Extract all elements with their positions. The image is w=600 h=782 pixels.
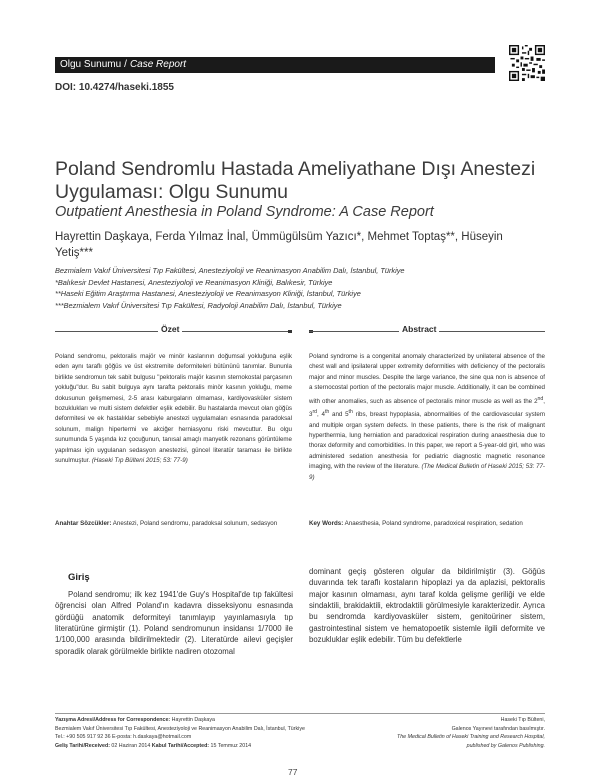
ordinal-suffix: th	[348, 409, 353, 416]
accepted-label: Kabul Tarihi/Accepted:	[151, 742, 210, 749]
affiliation-item: ***Bezmialem Vakıf Üniversitesi Tıp Fakültesi, Radyoloji Anabilim Dalı, İstanbul, Türkiye	[55, 300, 342, 310]
abstract-text: , 4	[317, 411, 325, 419]
abstract-keywords-label: Key Words:	[309, 520, 344, 527]
ozet-body	[55, 352, 292, 466]
ozet-keywords	[55, 519, 292, 529]
accepted-date: 15 Temmuz 2014	[209, 742, 252, 749]
article-title-english: Outpatient Anesthesia in Poland Syndrome: A Case Report	[55, 204, 434, 220]
abstract-text: Poland syndrome is a congenital anomaly characterized by unilateral absence of the chest wall and ipsilateral upper extremity deformities with deficiency of the pectoralis major and minor muscles. Despite the large variance, the sine qua non is absence of a sternocostal portion of the pectoralis major muscle. Additionally, it can be combined with other anomalies, such as absence of pectoralis minor muscle as well as the 2	[309, 353, 545, 405]
ordinal-suffix: rd	[312, 409, 318, 416]
affiliation-item: *Balıkesir Devlet Hastanesi, Anesteziyoloji ve Reanimasyon Kliniği, Balıkesir, Türkiye	[55, 277, 333, 287]
affiliation-item: **Haseki Eğitim Araştırma Hastanesi, Anesteziyoloji ve Reanimasyon Kliniği, İstanbul, Türkiye	[55, 289, 361, 298]
footer-divider	[55, 713, 545, 714]
author-list: Hayrettin Daşkaya, Ferda Yılmaz İnal, Ümmügülsüm Yazıcı*, Mehmet Toptaş**, Hüseyin Yetiş***	[55, 231, 503, 259]
giris-column-1: Poland sendromu; ilk kez 1941'de Guy's Hospital'de tıp fakültesi öğrencisi olan Alfred Poland'ın kadavra disseksiyonu esnasında gördüğü anatomik deformiteyi tanımlayıp yayınlamasıyla tıp literatürüne girmiştir (1). Poland sendromunun insidansı 1/7000 ile 1/100,000 arasında bildirilmektedir (2). Literatürde ailevi geçişler sporadik olarak görülmekle birlikte nadiren otozomal	[55, 590, 293, 656]
page-number: 77	[288, 767, 298, 777]
correspondence-address: Bezmialem Vakıf Üniversitesi Tıp Fakültesi, Anesteziyoloji ve Reanimasyon Anabilim Dalı, İstanbul, Türkiye	[55, 725, 305, 732]
abstract-heading-rule	[309, 324, 545, 338]
ozet-keywords-text: Anestezi, Poland sendromu, paradoksal solunum, sedasyon	[112, 520, 278, 527]
abstract-heading: Abstract	[399, 324, 439, 334]
giris-column-2: dominant geçiş gösteren olgular da bildirilmiştir (3). Göğüs duvarında tek taraflı kostaların hipoplazi ya da aplazisi, pektoralis major kasının olmaması, aynı taraf kolda gelişme geriliği ve elde sindaktili, brakidaktili, ektrodaktili görülmesiyle karakterizedir. Ayrıca bu sendromda kardiyovasküler sistem, genitoüriner sistem, gastrointestinal sistem ve hematopoetik sistemle ilgili deformite ve bozukluklar eşlik edebilir. Tüm bu defektlerle	[309, 567, 545, 645]
correspondence-block	[55, 716, 355, 750]
ordinal-suffix: nd	[537, 395, 544, 402]
publisher-line: Galenos Yayınevi tarafından basılmıştır.	[451, 725, 545, 732]
abstract-keywords-text: Anaesthesia, Poland syndrome, paradoxical respiration, sedation	[344, 520, 523, 527]
publisher-line: The Medical Bulletin of Haseki Training and Research Hospital,	[397, 734, 545, 741]
correspondence-label: Yazışma Adresi/Address for Correspondence:	[55, 717, 171, 723]
ozet-citation: (Haseki Tıp Bülteni 2015; 53: 77-9)	[91, 457, 188, 465]
ordinal-suffix: th	[324, 409, 330, 416]
qr-code-icon	[509, 45, 545, 81]
ozet-keywords-label: Anahtar Sözcükler:	[55, 520, 112, 527]
doi-label: DOI: 10.4274/haseki.1855	[55, 82, 174, 93]
ozet-heading-rule	[55, 324, 292, 338]
ozet-heading: Özet	[158, 324, 182, 334]
article-title-turkish: Poland Sendromlu Hastada Ameliyathane Dışı Anestezi Uygulaması: Olgu Sunumu	[55, 158, 536, 203]
abstract-text: ribs, breast hypoplasia, abnormalities of the cardiovascular system and multiple organ system defects. In these patients, there is the risk of malignant hyperthermia, lung herniation and paradoxical respiration during anaesthesia due to thorax deformity and comorbidities. In this paper, we report a 5-year-old girl, who was administered sedation anesthesia for pediatric diagnostic magnetic resonance imaging, with the review of the literature.	[309, 411, 545, 471]
journal-section-bar	[55, 57, 495, 73]
received-label: Geliş Tarihi/Received:	[55, 742, 110, 749]
publisher-block	[330, 716, 545, 750]
section-category-en: Case Report	[129, 59, 187, 70]
affiliation-item: Bezmialem Vakıf Üniversitesi Tıp Fakültesi, Anesteziyoloji ve Reanimasyon Anabilim Dalı, İstanbul, Türkiye	[55, 266, 405, 275]
publisher-line: published by Galenos Publishing.	[466, 742, 545, 749]
correspondence-name: Hayrettin Daşkaya	[170, 717, 215, 723]
affiliation-list	[55, 265, 525, 311]
ozet-text: Poland sendromu, pektoralis majör ve minör kaslarının doğumsal yokluğuna eşlik eden aynı taraflı göğüs ve üst ekstremite deformiteleri bütününü tanımlar. Bununla birlikte sendromun tek sabit bulgusu "pektoralis majör kasının sternokostal parçasının yokluğu"dur. Bu sabit bulguya aynı tarafta pektoralis minör kasının yokluğu, meme dokusunun gelişmemesi, 2-5 arası kaburgaların olmaması, kardiyovasküler sistem bozuklukları ve multi sistem defektler eşlik edebilir. Bu hastalarda mevcut olan göğüs deformitesi ve ek hastalıklar sebebiyle anestezi uygulamaları esnasında paradoksal solunum, malign hipertermi ve akciğer herniasyonu riski mevcuttur. Bu olgu sunumunda 5 yaşında kız çocuğunun, tanısal amaçlı manyetik rezonans görüntüleme yapılması için uygulanan sedasyon anestezisi, güncel literatür taraması ile birlikte sunulmuştur.	[55, 353, 292, 465]
section-heading-giris: Giriş	[68, 572, 90, 583]
section-separator: /	[124, 59, 127, 70]
abstract-keywords	[309, 519, 545, 529]
abstract-citation: (The Medical Bulletin of Haseki 2015; 53: 77-9)	[309, 463, 545, 481]
section-category: Olgu Sunumu	[60, 59, 122, 70]
received-date: 02 Haziran 2014	[109, 742, 152, 749]
correspondence-contact: Tel.: +90 505 917 92 36 E-posta: h.daskaya@hotmail.com	[55, 734, 192, 741]
abstract-text: , 3	[309, 397, 545, 419]
publisher-line: Haseki Tıp Bülteni,	[500, 717, 545, 723]
abstract-body	[309, 352, 545, 483]
abstract-text: and 5	[329, 411, 349, 419]
